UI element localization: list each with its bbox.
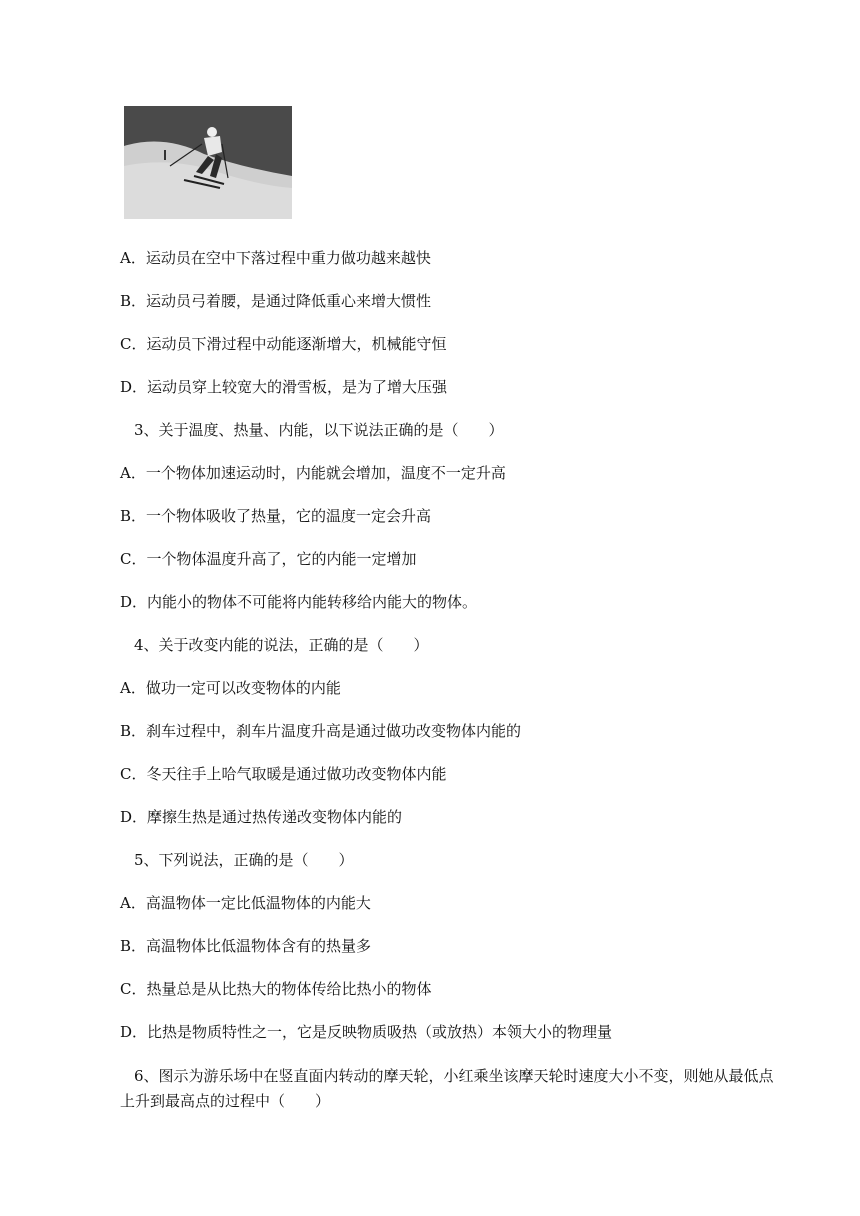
q3-option-c: C．一个物体温度升高了，它的内能一定增加 [120,550,417,568]
q6-stem-line2: 上升到最高点的过程中（ ） [120,1092,331,1110]
q5-stem: 5、下列说法，正确的是（ ） [134,851,354,869]
skier-photo [124,106,292,219]
q3-option-a: A．一个物体加速运动时，内能就会增加，温度不一定升高 [120,464,506,482]
q5-option-c: C．热量总是从比热大的物体传给比热小的物体 [120,980,432,998]
q5-option-d: D．比热是物质特性之一，它是反映物质吸热（或放热）本领大小的物理量 [120,1023,613,1041]
q4-option-a: A．做功一定可以改变物体的内能 [120,679,341,697]
q2-option-c: C．运动员下滑过程中动能逐渐增大，机械能守恒 [120,335,447,353]
q5-option-a: A．高温物体一定比低温物体的内能大 [120,894,371,912]
skier-illustration [124,106,292,219]
q3-option-b: B．一个物体吸收了热量，它的温度一定会升高 [120,507,432,525]
q4-option-d: D．摩擦生热是通过热传递改变物体内能的 [120,808,403,826]
q3-option-d: D．内能小的物体不可能将内能转移给内能大的物体。 [120,593,478,611]
q4-option-c: C．冬天往手上哈气取暖是通过做功改变物体内能 [120,765,447,783]
q4-option-b: B．刹车过程中，刹车片温度升高是通过做功改变物体内能的 [120,722,522,740]
q6-stem-line1: 6、图示为游乐场中在竖直面内转动的摩天轮，小红乘坐该摩天轮时速度大小不变，则她从最低点 [134,1067,774,1085]
q2-option-b: B．运动员弓着腰，是通过降低重心来增大惯性 [120,292,432,310]
q4-stem: 4、关于改变内能的说法，正确的是（ ） [134,636,429,654]
q5-option-b: B．高温物体比低温物体含有的热量多 [120,937,372,955]
q2-option-a: A．运动员在空中下落过程中重力做功越来越快 [120,249,431,267]
q2-option-d: D．运动员穿上较宽大的滑雪板，是为了增大压强 [120,378,448,396]
q3-stem: 3、关于温度、热量、内能，以下说法正确的是（ ） [134,421,504,439]
